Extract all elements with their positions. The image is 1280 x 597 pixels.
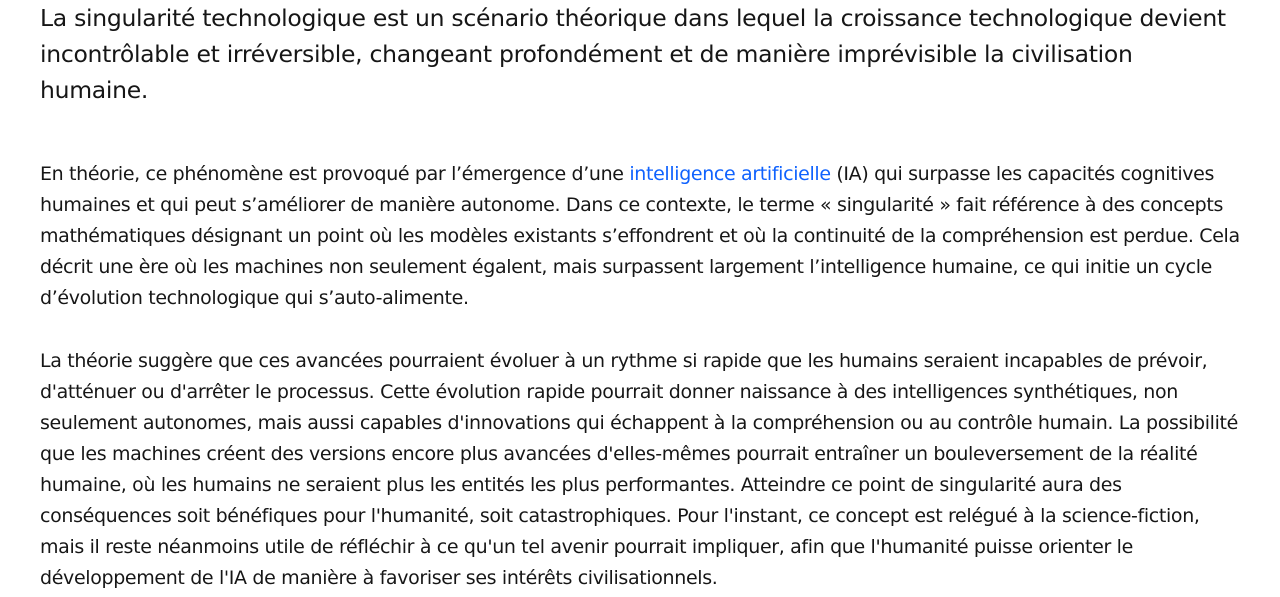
paragraph-1-text-before: En théorie, ce phénomène est provoqué par l’émergence d’une [40, 163, 630, 185]
lead-paragraph: La singularité technologique est un scénario théorique dans lequel la croissance technologique devient incontrôlable et irréversible, changeant profondément et de manière imprévisible la civilisation humaine. [40, 4, 1226, 104]
paragraph-1-text-after: (IA) qui surpasse les capacités cognitives humaines et qui peut s’améliorer de manière autonome. Dans ce contexte, le terme « singularité » fait référence à des concepts mathématiques désignant un point où les modèles existants s’effondrent et où la continuité de la compréhension est perdue. Cela décrit une ère où les machines non seulement égalent, mais surpassent largement l’intelligence humaine, ce qui initie un cycle d’évolution technologique qui s’auto-alimente. [40, 163, 1240, 309]
body-paragraph-2: La théorie suggère que ces avancées pourraient évoluer à un rythme si rapide que les humains seraient incapables de prévoir, d'atténuer ou d'arrêter le processus. Cette évolution rapide pourrait donner naissance à des intelligences synthétiques, non seulement autonomes, mais aussi capables d'innovations qui échappent à la compréhension ou au contrôle humain. La possibilité que les machines créent des versions encore plus avancées d'elles-mêmes pourrait entraîner un bouleversement de la réalité humaine, où les humains ne seraient plus les entités les plus performantes. Atteindre ce point de singularité aura des conséquences soit bénéfiques pour l'humanité, soit catastrophiques. Pour l'instant, ce concept est relégué à la science-fiction, mais il reste néanmoins utile de réfléchir à ce qu'un tel avenir pourrait impliquer, afin que l'humanité puisse orienter le développement de l'IA de manière à favoriser ses intérêts civilisationnels. [40, 350, 1238, 589]
article-body [40, 0, 1245, 589]
ai-link[interactable]: intelligence artificielle [629, 163, 831, 185]
body-paragraph-1 [40, 159, 1245, 314]
